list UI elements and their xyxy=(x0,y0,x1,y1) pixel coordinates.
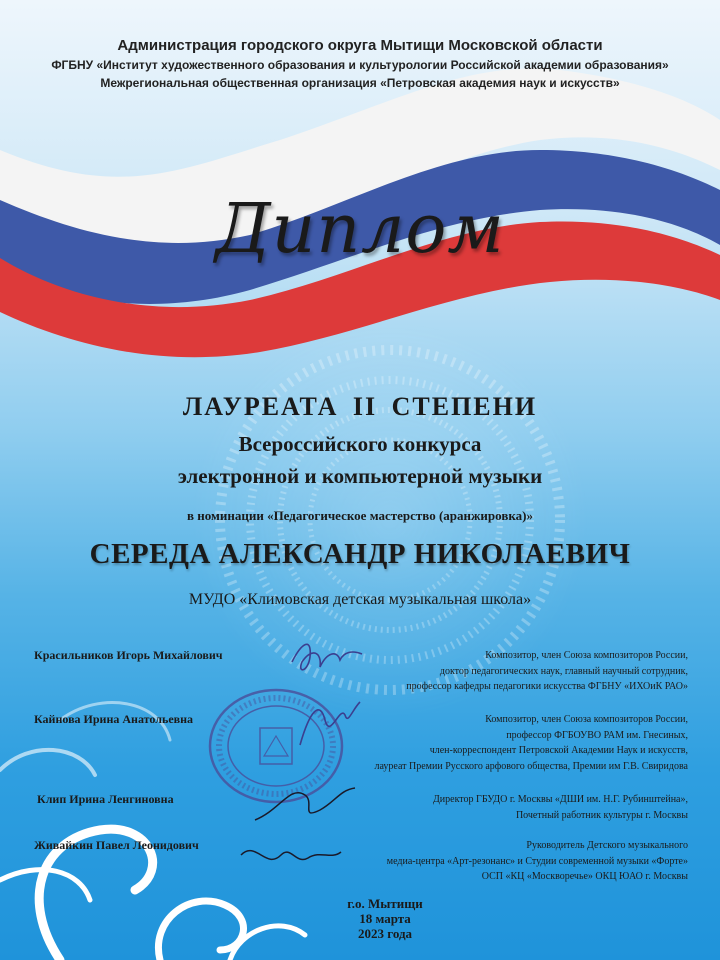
place: г.о. Мытищи xyxy=(347,896,423,911)
header-administration: Администрация городского округа Мытищи Московской области xyxy=(117,37,603,54)
jury-desc-line: профессор кафедры педагогики искусства ФГБНУ «ИХОиК РАО» xyxy=(406,681,688,692)
recipient-name: СЕРЕДА АЛЕКСАНДР НИКОЛАЕВИЧ xyxy=(89,538,631,570)
jury-name-3: Клип Ирина Ленгиновна xyxy=(37,792,174,806)
contest-name-line1: Всероссийского конкурса xyxy=(238,432,482,456)
header-institute: ФГБНУ «Институт художественного образования и культурологии Российской академии образования» xyxy=(51,58,669,72)
jury-desc-line: Композитор, член Союза композиторов России, xyxy=(485,714,688,725)
header-academy: Межрегиональная общественная организация «Петровская академия наук и искусств» xyxy=(100,76,620,90)
jury-desc-4 xyxy=(328,838,688,885)
signature-2 xyxy=(290,690,370,760)
jury-desc-line: Директор ГБУДО г. Москвы «ДШИ им. Н.Г. Рубинштейна», xyxy=(432,794,688,805)
jury-name-4: Живайкин Павел Леонидович xyxy=(34,838,199,852)
jury-desc-1 xyxy=(328,648,688,695)
jury-desc-3 xyxy=(328,792,688,823)
jury-desc-2 xyxy=(328,712,688,774)
date: 18 марта xyxy=(359,911,411,926)
signature-1 xyxy=(282,632,372,682)
contest-name-line2: электронной и компьютерной музыки xyxy=(177,464,543,488)
jury-desc-line: ОСП «КЦ «Москворечье» ОКЦ ЮАО г. Москвы xyxy=(481,871,688,882)
laureate-degree: ЛАУРЕАТА II СТЕПЕНИ xyxy=(182,392,538,421)
signature-4 xyxy=(236,830,346,880)
jury-desc-line: профессор ФГБОУВО РАМ им. Гнесиных, xyxy=(506,729,688,741)
signature-3 xyxy=(250,780,360,830)
year: 2023 года xyxy=(357,926,413,941)
diploma-title: Диплом xyxy=(215,190,505,269)
recipient-school: МУДО «Климовская детская музыкальная школа» xyxy=(188,591,532,608)
jury-desc-line: Почетный работник культуры г. Москвы xyxy=(515,809,688,821)
jury-desc-line: лауреат Премии Русского арфового общества, Премии им Г.В. Свиридова xyxy=(374,760,688,772)
jury-desc-line: медиа-центра «Арт-резонанс» и Студии современной музыки «Форте» xyxy=(386,855,688,867)
jury-name-1: Красильников Игорь Михайлович xyxy=(34,648,223,662)
jury-desc-line: Руководитель Детского музыкального xyxy=(526,840,688,851)
jury-desc-line: Композитор, член Союза композиторов России, xyxy=(485,650,688,661)
jury-name-2: Кайнова Ирина Анатольевна xyxy=(34,712,194,726)
nomination: в номинации «Педагогическое мастерство (аранжировка)» xyxy=(187,508,533,523)
jury-desc-line: доктор педагогических наук, главный научный сотрудник, xyxy=(439,665,688,677)
jury-desc-line: член-корреспондент Петровской Академии Наук и искусств, xyxy=(429,745,688,756)
